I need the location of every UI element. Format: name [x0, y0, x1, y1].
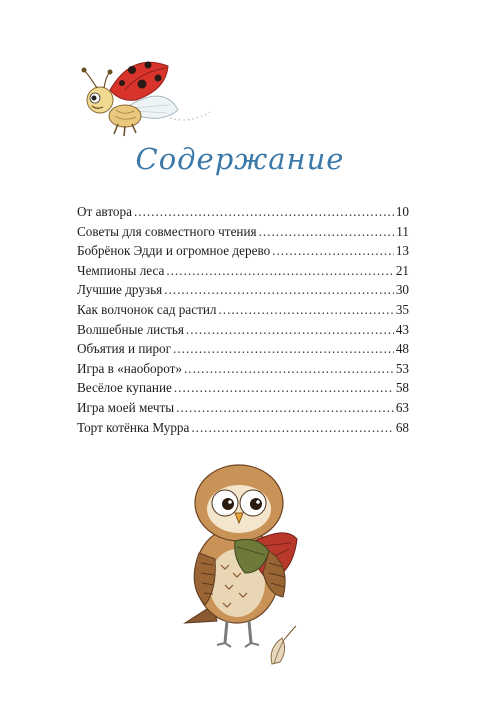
toc-entry[interactable] [77, 420, 409, 440]
toc-entry[interactable] [77, 380, 409, 400]
toc-entry-page: 11 [396, 223, 409, 239]
toc-entry-page: 63 [395, 399, 409, 415]
feather-icon [258, 620, 308, 670]
toc-entry[interactable] [77, 204, 409, 224]
toc-entry-page: 10 [395, 204, 409, 219]
toc-entry-page: 21 [395, 262, 409, 278]
toc-entry[interactable] [77, 361, 409, 381]
toc-entry-title: Как волчонок сад растил [77, 301, 217, 317]
toc-leader-dots [184, 361, 394, 377]
toc-entry-title: Чемпионы леса [77, 262, 165, 278]
toc-entry[interactable] [77, 243, 409, 263]
toc-entry-page: 48 [395, 341, 409, 357]
toc-leader-dots [186, 322, 394, 338]
toc-entry-title: Игра в «наоборот» [77, 360, 182, 376]
toc-entry-page: 53 [395, 360, 409, 376]
toc-entry-page: 58 [395, 380, 409, 396]
toc-leader-dots [259, 224, 395, 240]
toc-entry-page: 30 [395, 282, 409, 298]
table-of-contents [77, 204, 409, 439]
toc-leader-dots [176, 400, 394, 416]
toc-leader-dots [191, 420, 393, 436]
toc-entry-page: 35 [395, 301, 409, 317]
toc-entry-title: Волшебные листья [77, 321, 184, 337]
toc-entry[interactable] [77, 224, 409, 244]
toc-entry[interactable] [77, 263, 409, 283]
toc-entry-title: Торт котёнка Мурра [77, 419, 190, 435]
toc-entry-title: Советы для совместного чтения [77, 223, 257, 239]
toc-leader-dots [134, 204, 394, 220]
toc-leader-dots [218, 302, 393, 318]
toc-entry-title: Игра моей мечты [77, 399, 175, 415]
page-title: Содержание [135, 142, 345, 176]
toc-leader-dots [164, 282, 394, 298]
toc-entry-page: 13 [395, 243, 409, 259]
toc-entry[interactable] [77, 322, 409, 342]
toc-entry-title: Весёлое купание [77, 380, 172, 396]
toc-entry[interactable] [77, 282, 409, 302]
toc-entry-title: Лучшие друзья [77, 282, 163, 298]
toc-entry-title: Бобрёнок Эдди и огромное дерево [77, 243, 271, 259]
toc-entry-title: От автора [77, 204, 132, 219]
toc-leader-dots [166, 263, 393, 279]
toc-entry-page: 43 [395, 321, 409, 337]
toc-leader-dots [173, 341, 394, 357]
toc-entry[interactable] [77, 400, 409, 420]
toc-entry-title: Объятия и пирог [77, 341, 172, 357]
toc-leader-dots [272, 243, 394, 259]
ladybug-illustration [70, 50, 220, 140]
toc-leader-dots [174, 380, 394, 396]
toc-entry[interactable] [77, 302, 409, 322]
toc-entry[interactable] [77, 341, 409, 361]
toc-entry-page: 68 [395, 419, 409, 435]
